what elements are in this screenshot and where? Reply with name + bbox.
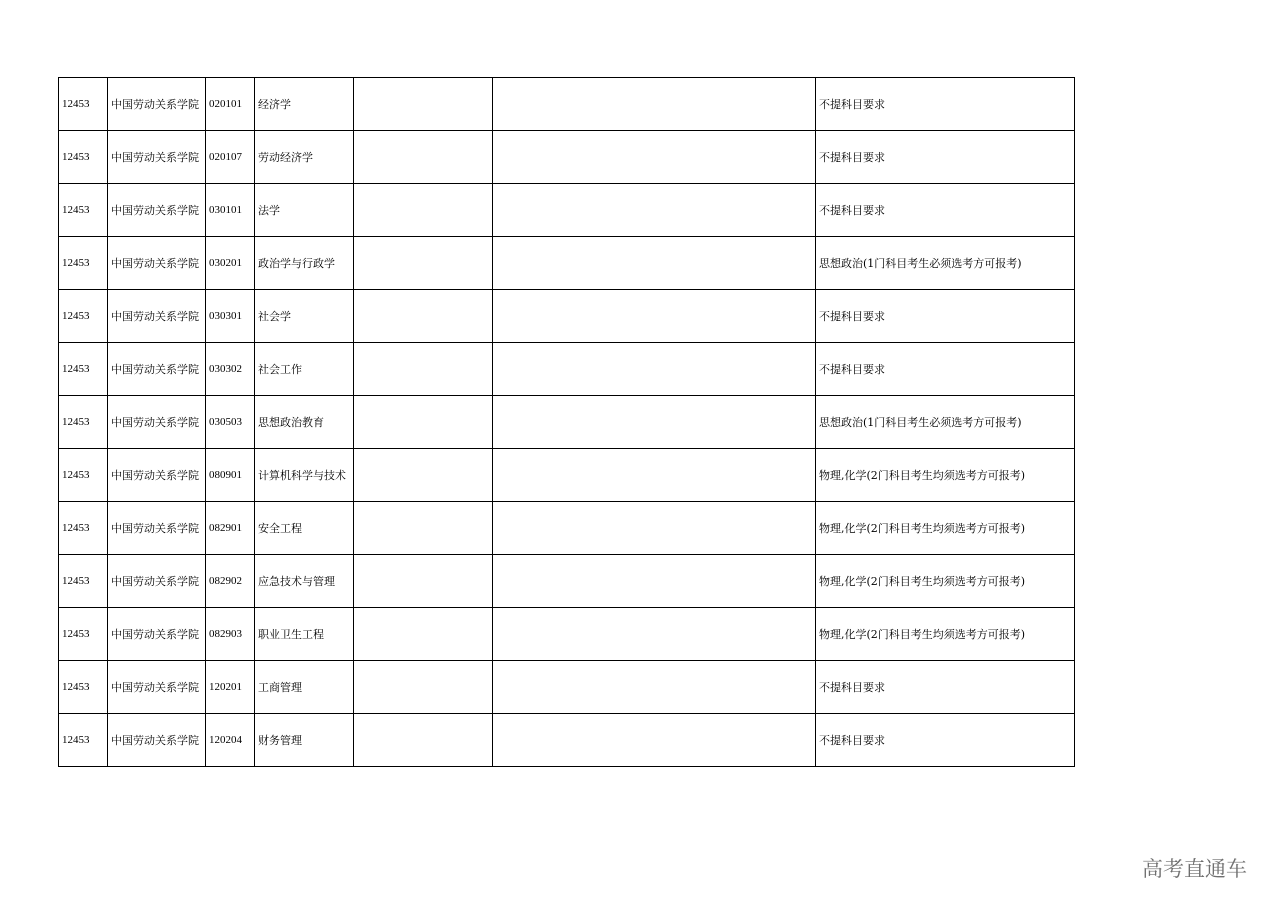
subject-requirement-cell: 物理,化学(2门科目考生均须选考方可报考) (816, 555, 1075, 608)
school-name-cell: 中国劳动关系学院 (108, 396, 206, 449)
subject-requirement-cell: 不提科目要求 (816, 343, 1075, 396)
major-name-cell: 安全工程 (255, 502, 354, 555)
major-name-cell: 法学 (255, 184, 354, 237)
subject-requirement-cell: 不提科目要求 (816, 78, 1075, 131)
school-code-cell: 12453 (59, 131, 108, 184)
major-name-cell: 劳动经济学 (255, 131, 354, 184)
school-name-cell: 中国劳动关系学院 (108, 131, 206, 184)
subject-requirement-cell: 不提科目要求 (816, 184, 1075, 237)
subject-requirement-cell: 物理,化学(2门科目考生均须选考方可报考) (816, 502, 1075, 555)
empty-cell (493, 714, 816, 767)
subject-requirements-table (58, 77, 1075, 767)
school-code-cell: 12453 (59, 661, 108, 714)
empty-cell (354, 661, 493, 714)
major-name-cell: 社会工作 (255, 343, 354, 396)
empty-cell (493, 396, 816, 449)
empty-cell (354, 449, 493, 502)
major-name-cell: 工商管理 (255, 661, 354, 714)
table-row (59, 131, 1075, 184)
school-name-cell: 中国劳动关系学院 (108, 608, 206, 661)
major-code-cell: 082903 (206, 608, 255, 661)
school-code-cell: 12453 (59, 343, 108, 396)
major-code-cell: 030301 (206, 290, 255, 343)
empty-cell (493, 343, 816, 396)
major-name-cell: 财务管理 (255, 714, 354, 767)
school-name-cell: 中国劳动关系学院 (108, 661, 206, 714)
major-code-cell: 030302 (206, 343, 255, 396)
empty-cell (493, 449, 816, 502)
school-code-cell: 12453 (59, 290, 108, 343)
major-name-cell: 政治学与行政学 (255, 237, 354, 290)
empty-cell (493, 78, 816, 131)
empty-cell (354, 290, 493, 343)
table-row (59, 290, 1075, 343)
empty-cell (354, 131, 493, 184)
major-name-cell: 经济学 (255, 78, 354, 131)
table-row (59, 78, 1075, 131)
major-code-cell: 080901 (206, 449, 255, 502)
major-name-cell: 职业卫生工程 (255, 608, 354, 661)
empty-cell (493, 502, 816, 555)
school-code-cell: 12453 (59, 608, 108, 661)
school-code-cell: 12453 (59, 449, 108, 502)
empty-cell (354, 714, 493, 767)
school-code-cell: 12453 (59, 502, 108, 555)
school-name-cell: 中国劳动关系学院 (108, 343, 206, 396)
school-code-cell: 12453 (59, 555, 108, 608)
watermark-text: 高考直通车 (1142, 857, 1247, 881)
subject-requirement-cell: 思想政治(1门科目考生必须选考方可报考) (816, 396, 1075, 449)
table-row (59, 608, 1075, 661)
major-code-cell: 020107 (206, 131, 255, 184)
table-row (59, 237, 1075, 290)
major-name-cell: 计算机科学与技术 (255, 449, 354, 502)
table-row (59, 714, 1075, 767)
major-code-cell: 030101 (206, 184, 255, 237)
school-code-cell: 12453 (59, 714, 108, 767)
table-row (59, 396, 1075, 449)
school-name-cell: 中国劳动关系学院 (108, 449, 206, 502)
empty-cell (354, 343, 493, 396)
empty-cell (493, 237, 816, 290)
school-name-cell: 中国劳动关系学院 (108, 184, 206, 237)
major-name-cell: 思想政治教育 (255, 396, 354, 449)
school-name-cell: 中国劳动关系学院 (108, 714, 206, 767)
empty-cell (354, 555, 493, 608)
school-code-cell: 12453 (59, 396, 108, 449)
school-name-cell: 中国劳动关系学院 (108, 78, 206, 131)
school-name-cell: 中国劳动关系学院 (108, 555, 206, 608)
empty-cell (493, 608, 816, 661)
school-name-cell: 中国劳动关系学院 (108, 502, 206, 555)
school-code-cell: 12453 (59, 237, 108, 290)
table-body (59, 78, 1075, 767)
table-row (59, 555, 1075, 608)
subject-requirement-cell: 不提科目要求 (816, 714, 1075, 767)
major-code-cell: 120204 (206, 714, 255, 767)
empty-cell (354, 78, 493, 131)
table-row (59, 661, 1075, 714)
subject-requirement-cell: 物理,化学(2门科目考生均须选考方可报考) (816, 449, 1075, 502)
major-name-cell: 社会学 (255, 290, 354, 343)
school-name-cell: 中国劳动关系学院 (108, 237, 206, 290)
school-code-cell: 12453 (59, 184, 108, 237)
major-code-cell: 030201 (206, 237, 255, 290)
major-code-cell: 020101 (206, 78, 255, 131)
school-name-cell: 中国劳动关系学院 (108, 290, 206, 343)
table-row (59, 343, 1075, 396)
school-code-cell: 12453 (59, 78, 108, 131)
major-code-cell: 030503 (206, 396, 255, 449)
empty-cell (354, 184, 493, 237)
subject-requirement-cell: 思想政治(1门科目考生必须选考方可报考) (816, 237, 1075, 290)
empty-cell (354, 502, 493, 555)
empty-cell (493, 290, 816, 343)
empty-cell (493, 661, 816, 714)
table-row (59, 184, 1075, 237)
major-code-cell: 120201 (206, 661, 255, 714)
table-row (59, 502, 1075, 555)
empty-cell (493, 184, 816, 237)
empty-cell (354, 237, 493, 290)
subject-requirement-cell: 不提科目要求 (816, 131, 1075, 184)
major-code-cell: 082901 (206, 502, 255, 555)
subject-requirement-cell: 不提科目要求 (816, 290, 1075, 343)
subject-requirement-cell: 不提科目要求 (816, 661, 1075, 714)
major-name-cell: 应急技术与管理 (255, 555, 354, 608)
empty-cell (493, 131, 816, 184)
empty-cell (493, 555, 816, 608)
empty-cell (354, 396, 493, 449)
major-code-cell: 082902 (206, 555, 255, 608)
subject-requirement-cell: 物理,化学(2门科目考生均须选考方可报考) (816, 608, 1075, 661)
table-row (59, 449, 1075, 502)
empty-cell (354, 608, 493, 661)
